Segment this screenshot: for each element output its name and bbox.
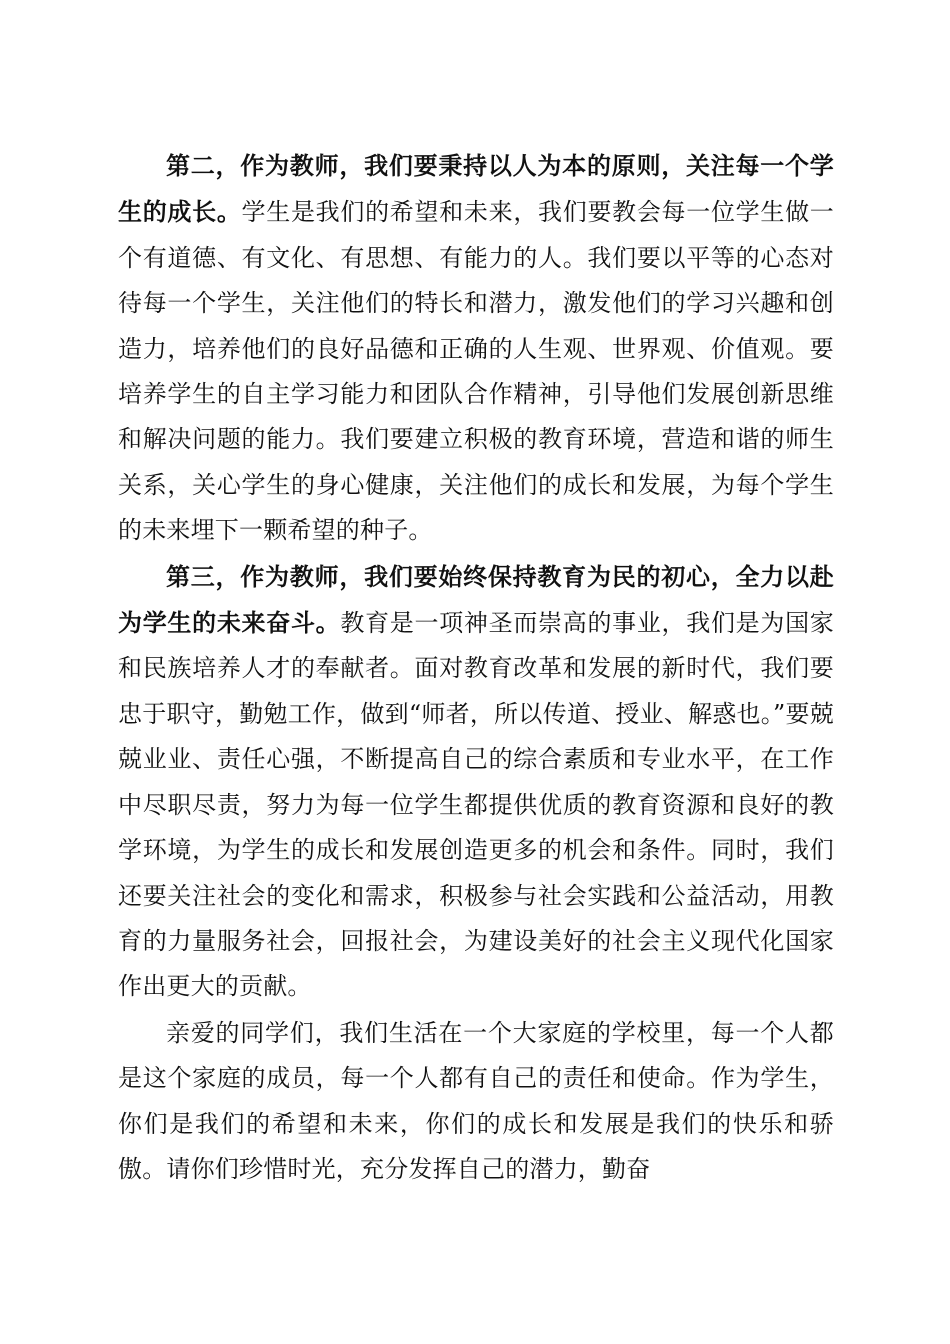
paragraph-lead: 第二，作为教师，我们要秉持以人为本的原则，关注每一个学生的成长。 [118,151,834,227]
paragraph-third-point [118,554,834,1010]
paragraph-lead: 第三，作为教师，我们要始终保持教育为民的初心，全力以赴为学生的未来奋斗。 [118,561,834,638]
paragraph-text: 教育是一项神圣而崇高的事业，我们是为国家和民族培养人才的奉献者。面对教育改革和发展的新时代，我们要忠于职守，勤勉工作，做到“师者，所以传道、授业、解惑也。”要兢兢业业、责任心强，不断提高自己的综合素质和专业水平，在工作中尽职尽责，努力为每一位学生都提供优质的教育资源和良好的教学环境，为学生的成长和发展创造更多的机会和条件。同时，我们还要关注社会的变化和需求，积极参与社会实践和公益活动，用教育的力量服务社会，回报社会，为建设美好的社会主义现代化国家作出更大的贡献。 [118,609,835,1001]
paragraph-second-point [118,143,834,554]
document-body [118,143,834,1192]
paragraph-students-address [118,1010,834,1193]
paragraph-text: 学生是我们的希望和未来，我们要教会每一位学生做一个有道德、有文化、有思想、有能力的人。我们要以平等的心态对待每一个学生，关注他们的特长和潜力，激发他们的学习兴趣和创造力，培养他们的良好品德和正确的人生观、世界观、价值观。要培养学生的自主学习能力和团队合作精神，引导他们发展创新思维和解决问题的能力。我们要建立积极的教育环境，营造和谐的师生关系，关心学生的身心健康，关注他们的成长和发展，为每个学生的未来埋下一颗希望的种子。 [118,198,834,545]
paragraph-text: 亲爱的同学们，我们生活在一个大家庭的学校里，每一个人都是这个家庭的成员，每一个人都有自己的责任和使命。作为学生，你们是我们的希望和未来，你们的成长和发展是我们的快乐和骄傲。请你们珍惜时光，充分发挥自己的潜力，勤奋 [118,1018,834,1183]
